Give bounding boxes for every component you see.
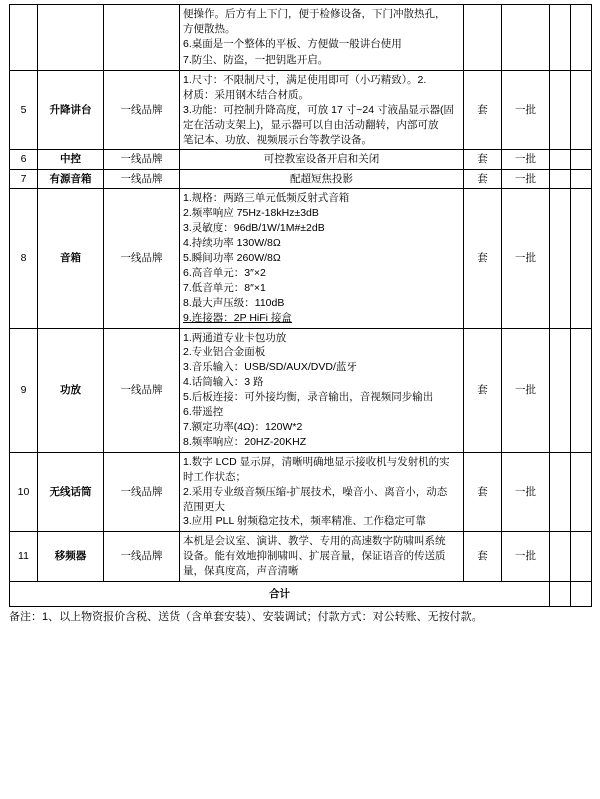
- cell-blank-a: [550, 582, 571, 607]
- cell-no: 7: [10, 169, 38, 188]
- table-row: [10, 328, 592, 452]
- equipment-spec-table: [9, 4, 592, 607]
- cell-blank-b: [571, 452, 592, 532]
- cell-blank-b: [571, 169, 592, 188]
- cell-brand: 一线品牌: [104, 70, 180, 150]
- desc-line: 3.应用 PLL 射频稳定技术，频率精准、工作稳定可靠: [183, 515, 426, 528]
- cell-unit: 套: [464, 70, 502, 150]
- cell-no: 6: [10, 150, 38, 169]
- table-row: [10, 150, 592, 169]
- cell-blank-a: [550, 189, 571, 328]
- cell-desc: 配超短焦投影: [180, 169, 464, 188]
- cell-qty: 一批: [502, 169, 550, 188]
- cell-no: 10: [10, 452, 38, 532]
- desc-line: 1.数字 LCD 显示屏，清晰明确地显示接收机与发射机的实: [183, 455, 450, 468]
- cell-desc: [180, 5, 464, 71]
- cell-blank-a: [550, 328, 571, 452]
- cell-no: [10, 5, 38, 71]
- cell-desc: [180, 189, 464, 328]
- desc-line: 1.规格：两路三单元低频反射式音箱: [183, 192, 350, 205]
- cell-blank-a: [550, 150, 571, 169]
- footer-note: 备注：1、以上物资报价含税、送货（含单套安装）、安装调试；付款方式：对公转账、无按付款。: [9, 611, 483, 624]
- desc-line: 2.频率响应 75Hz-18kHz±3dB: [183, 207, 319, 220]
- table-row-total: [10, 582, 592, 607]
- desc-line: 范围更大: [183, 500, 225, 513]
- desc-line: 8.最大声压级：110dB: [183, 296, 285, 309]
- spec-sheet: [0, 4, 600, 799]
- desc-line: 1.尺寸：不限制尺寸，满足使用即可（小巧精致）。2.: [183, 73, 427, 86]
- cell-unit: 套: [464, 452, 502, 532]
- cell-blank-b: [571, 532, 592, 582]
- desc-line: 6.桌面是一个整体的平板、方便做一般讲台使用: [183, 38, 402, 51]
- cell-unit: 套: [464, 532, 502, 582]
- cell-no: 9: [10, 328, 38, 452]
- cell-name: 功放: [38, 328, 104, 452]
- cell-unit: 套: [464, 169, 502, 188]
- cell-brand: 一线品牌: [104, 189, 180, 328]
- desc-line: 6.带遥控: [183, 406, 224, 419]
- desc-line: 7.低音单元：8″×1: [183, 281, 266, 294]
- cell-brand: 一线品牌: [104, 169, 180, 188]
- desc-line: 4.持续功率 130W/8Ω: [183, 237, 281, 250]
- cell-name: 有源音箱: [38, 169, 104, 188]
- desc-line: 3.灵敏度：96dB/1W/1M#±2dB: [183, 222, 325, 235]
- desc-line: 1.两通道专业卡包功放: [183, 331, 287, 344]
- cell-blank-b: [571, 150, 592, 169]
- cell-no: 11: [10, 532, 38, 582]
- cell-blank-b: [571, 582, 592, 607]
- cell-blank-a: [550, 532, 571, 582]
- cell-qty: [502, 5, 550, 71]
- cell-blank-a: [550, 452, 571, 532]
- desc-line: 5.后板连接：可外接均衡，录音输出，音视频同步输出: [183, 391, 434, 404]
- desc-line: 3.音乐输入：USB/SD/AUX/DVD/蓝牙: [183, 361, 357, 374]
- cell-qty: 一批: [502, 328, 550, 452]
- cell-qty: 一批: [502, 532, 550, 582]
- cell-desc: 可控教室设备开启和关闭: [180, 150, 464, 169]
- table-row-continuation: [10, 5, 592, 71]
- cell-unit: 套: [464, 189, 502, 328]
- desc-line: 材质：采用钢木结合材质。: [183, 88, 309, 101]
- table-row: [10, 532, 592, 582]
- cell-blank-a: [550, 5, 571, 71]
- cell-desc: [180, 70, 464, 150]
- cell-brand: 一线品牌: [104, 328, 180, 452]
- desc-line: 6.高音单元：3″×2: [183, 266, 266, 279]
- cell-name: 音箱: [38, 189, 104, 328]
- total-label: 合计: [10, 582, 550, 607]
- cell-name: 移频器: [38, 532, 104, 582]
- desc-line: 笔记本、功放、视频展示台等教学设备。: [183, 133, 372, 146]
- desc-line: 9.连接器：2P HiFi 接盒: [183, 311, 292, 324]
- cell-name: 升降讲台: [38, 70, 104, 150]
- desc-line: 8.频率响应：20HZ-20KHZ: [183, 435, 307, 448]
- cell-qty: 一批: [502, 150, 550, 169]
- desc-line: 本机是会议室、演讲、教学、专用的高速数字防啸叫系统: [183, 535, 446, 548]
- table-row: [10, 169, 592, 188]
- desc-line: 2.采用专业级音频压缩-扩展技术，噪音小、离音小，动态: [183, 485, 448, 498]
- desc-line: 设备。能有效地抑制啸叫、扩展音量，保证语音的传送质: [183, 550, 446, 563]
- cell-unit: 套: [464, 150, 502, 169]
- desc-line: 量，保真度高，声音清晰: [183, 565, 299, 578]
- desc-line: 定在活动支架上)，显示器可以自由活动翻转，内部可放: [183, 118, 439, 131]
- cell-blank-b: [571, 5, 592, 71]
- cell-brand: 一线品牌: [104, 532, 180, 582]
- desc-line: 方便散热。: [183, 23, 236, 36]
- cell-name: 无线话筒: [38, 452, 104, 532]
- cell-blank-b: [571, 70, 592, 150]
- cell-no: 5: [10, 70, 38, 150]
- desc-line: 4.话筒输入：3 路: [183, 376, 264, 389]
- desc-line: 7.额定功率(4Ω)：120W*2: [183, 420, 303, 433]
- desc-line: 7.防尘、防盗，一把钥匙开启。: [183, 53, 329, 66]
- cell-qty: 一批: [502, 452, 550, 532]
- desc-line: 时工作状态；: [183, 470, 246, 483]
- cell-desc: [180, 328, 464, 452]
- cell-qty: 一批: [502, 189, 550, 328]
- cell-no: 8: [10, 189, 38, 328]
- cell-brand: 一线品牌: [104, 452, 180, 532]
- desc-line: 3.功能：可控制升降高度，可放 17 寸~24 寸液晶显示器(固: [183, 103, 454, 116]
- cell-qty: 一批: [502, 70, 550, 150]
- cell-brand: [104, 5, 180, 71]
- table-row: [10, 189, 592, 328]
- cell-blank-b: [571, 328, 592, 452]
- desc-line: 便操作。后方有上下门，便于检修设备，下门冲散热孔，: [183, 8, 446, 20]
- cell-blank-a: [550, 70, 571, 150]
- cell-brand: 一线品牌: [104, 150, 180, 169]
- desc-line: 5.瞬间功率 260W/8Ω: [183, 252, 281, 264]
- cell-blank-b: [571, 189, 592, 328]
- cell-desc: [180, 532, 464, 582]
- cell-name: [38, 5, 104, 71]
- cell-name: 中控: [38, 150, 104, 169]
- desc-line: 2.专业铝合金面板: [183, 346, 266, 359]
- cell-unit: 套: [464, 328, 502, 452]
- cell-desc: [180, 452, 464, 532]
- table-row: [10, 70, 592, 150]
- cell-unit: [464, 5, 502, 71]
- table-row: [10, 452, 592, 532]
- cell-blank-a: [550, 169, 571, 188]
